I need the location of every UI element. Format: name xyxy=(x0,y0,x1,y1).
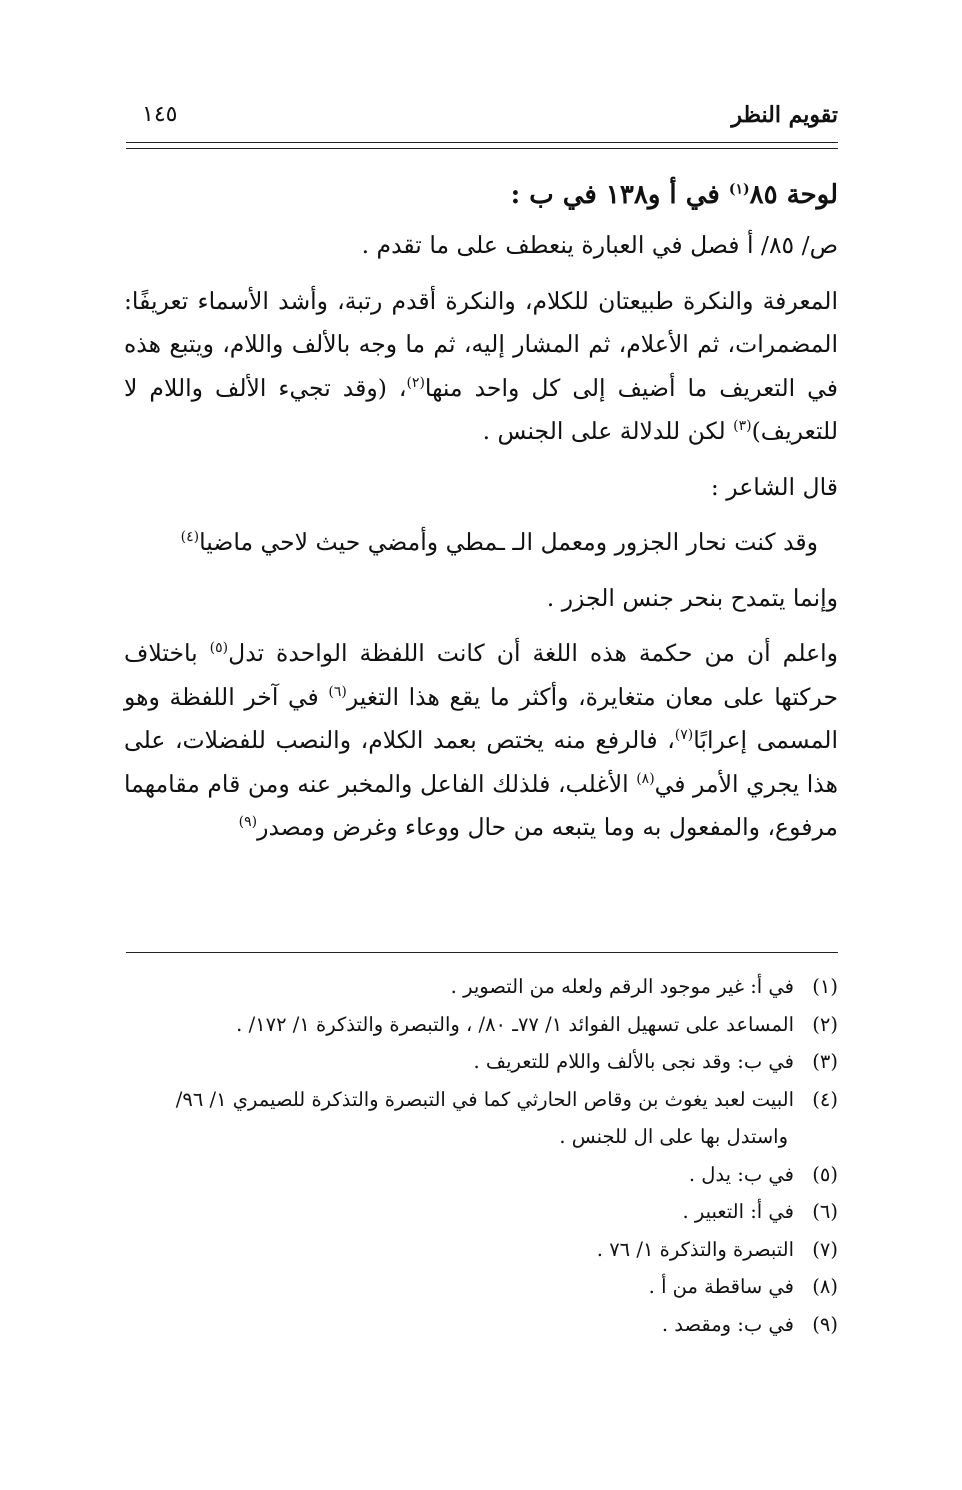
poet-intro: قال الشاعر : xyxy=(710,472,838,501)
footnote-item: (٤)البيت لعبد يغوث بن وقاص الحارثي كما في التبصرة والتذكرة للصيمري ١/ ٩٦/ xyxy=(175,1087,838,1111)
plate-heading: لوحة ٨٥$^{(١)}$ في أ و١٣٨ في ب : xyxy=(510,180,838,210)
footnote-item: (٣)في ب: وقد نجى بالألف واللام للتعريف . xyxy=(473,1050,838,1073)
section-subheading: ص/ ٨٥/ أ فصل في العبارة ينعطف على ما تقدم . xyxy=(361,231,838,259)
footnote-continuation: واستدل بها على ال للجنس . xyxy=(559,1125,788,1148)
verse-comment: وإنما يتمدح بنحر جنس الجزر . xyxy=(546,583,838,612)
footnote-ref: (٢) xyxy=(406,374,425,391)
footnote-item: (٦)في أ: التعبير . xyxy=(682,1200,838,1223)
footnote-item: (١)في أ: غير موجود الرقم ولعله من التصوير . xyxy=(450,975,838,998)
footnote-item: (٧)التبصرة والتذكرة ١/ ٧٦ . xyxy=(596,1237,838,1261)
footnote-separator xyxy=(126,952,838,953)
footnote-item: (٢)المساعد على تسهيل الفوائد ١/ ٧٧ـ ٨٠/ ، والتبصرة والتذكرة ١/ ١٧٢/ . xyxy=(236,1012,838,1036)
footnote-item: (٨)في ساقطة من أ . xyxy=(648,1275,838,1298)
paragraph-definite-indefinite: المعرفة والنكرة طبيعتان للكلام، والنكرة أقدم رتبة، وأشد الأسماء تعريفًا: المضمرات، ثم الأعلام، ثم المشار إليه، ثم ما وجه بالألف واللام، ويتبع هذه في التعريف ما أضيف إلى كل واحد منها$^{(٢)}$، (وقد تجيء الألف واللام لا للتعريف)$^{(٣)}$ لكن للدلالة على الجنس . xyxy=(124,286,839,445)
footnote-ref: (٤) xyxy=(180,529,200,546)
footnote-ref: (٣) xyxy=(733,418,752,435)
footnote-ref: (٧) xyxy=(674,727,694,744)
footnote-ref: (٨) xyxy=(636,770,655,787)
footnote-ref: (١) xyxy=(728,181,750,198)
running-header xyxy=(128,98,838,138)
footnote-item: (٩)في ب: ومقصد . xyxy=(661,1312,838,1336)
footnote-ref: (٥) xyxy=(209,640,229,657)
main-text xyxy=(124,172,838,850)
header-rule-bottom xyxy=(126,148,838,149)
running-title: تقويم النظر xyxy=(731,102,838,128)
footnote-ref: (٩) xyxy=(238,814,258,831)
footnote-item: (٥)في ب: يدل . xyxy=(688,1162,838,1186)
poem-verse: وقد كنت نحار الجزور ومعمل الـ ـمطي وأمضي حيث لاحي ماضيا$^{(٤)}$ xyxy=(180,528,818,556)
page-number: ١٤٥ xyxy=(142,102,178,127)
paragraph-irab: واعلم أن من حكمة هذه اللغة أن كانت اللفظة الواحدة تدل$^{(٥)}$ باختلاف حركتها على معان متغايرة، وأكثر ما يقع هذا التغير$^{(٦)}$ في آخر اللفظة وهو المسمى إعرابًا$^{(٧)}$، فالرفع منه يختص بعمد الكلام، والنصب للفضلات، على هذا يجري الأمر في$^{(٨)}$ الأغلب، فلذلك الفاعل والمخبر عنه ومن قام مقامهما مرفوع، والمفعول به وما يتبعه من حال ووعاء وغرض ومصدر$^{(٩)}$ xyxy=(124,639,838,841)
footnote-ref: (٦) xyxy=(328,683,347,700)
footnotes xyxy=(124,968,838,1343)
header-rule-top xyxy=(126,142,838,143)
